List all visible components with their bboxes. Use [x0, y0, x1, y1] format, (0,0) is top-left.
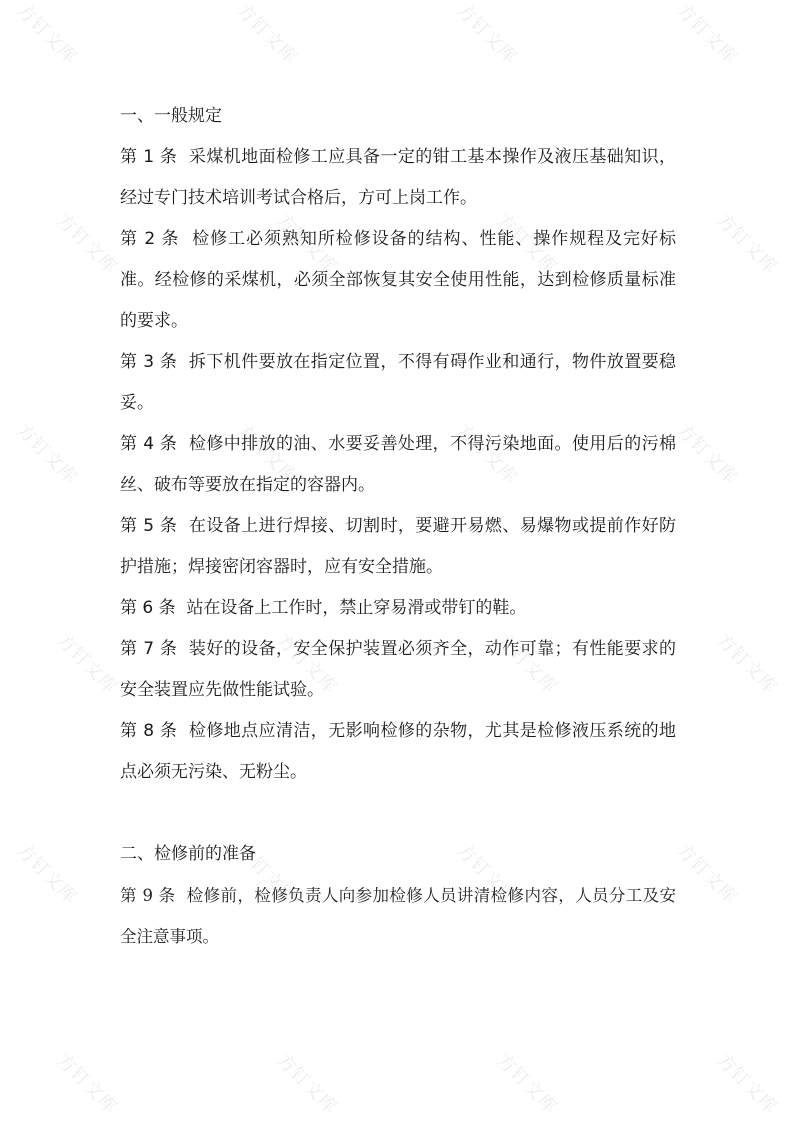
- watermark-text: 方钉文库: [712, 209, 782, 279]
- clause-text: 拆下机件要放在指定位置，不得有碍作业和通行，物件放置要稳妥。: [120, 352, 677, 413]
- clause-label: 第 1 条: [120, 147, 178, 167]
- document-body: [120, 96, 676, 957]
- clause-label: 第 8 条: [120, 721, 178, 741]
- watermark-text: 方钉文库: [452, 419, 522, 489]
- clause-text: 采煤机地面检修工应具备一定的钳工基本操作及液压基础知识，经过专门技术培训考试合格后，方可上岗工作。: [120, 147, 677, 208]
- clause-4: [120, 424, 676, 506]
- watermark-text: 方钉文库: [232, 419, 302, 489]
- watermark-text: 方钉文库: [272, 209, 342, 279]
- section-heading-general: 一、一般规定: [120, 106, 222, 126]
- watermark-text: 方钉文库: [492, 1049, 562, 1119]
- clause-text: 在设备上进行焊接、切割时，要避开易燃、易爆物或提前作好防护措施；焊接密闭容器时，应有安全措施。: [120, 516, 677, 577]
- watermark-text: 方钉文库: [272, 1049, 342, 1119]
- section-spacer: [120, 793, 676, 834]
- watermark-text: 方钉文库: [12, 419, 82, 489]
- clause-label: 第 5 条: [120, 516, 178, 536]
- clause-label: 第 9 条: [120, 886, 176, 905]
- clause-3: [120, 342, 676, 424]
- clause-6: [120, 588, 676, 629]
- watermark-text: 方钉文库: [52, 629, 122, 699]
- clause-label: 第 6 条: [120, 598, 176, 618]
- watermark-text: 方钉文库: [712, 1049, 782, 1119]
- watermark-text: 方钉文库: [52, 1049, 122, 1119]
- watermark-text: 方钉文库: [492, 629, 562, 699]
- clause-1: [120, 137, 676, 219]
- watermark-text: 方钉文库: [712, 629, 782, 699]
- clause-label: 第 7 条: [120, 639, 178, 659]
- watermark-text: 方钉文库: [452, 839, 522, 909]
- clause-label: 第 4 条: [120, 434, 178, 454]
- clause-7: [120, 629, 676, 711]
- clause-2: [120, 219, 676, 342]
- watermark-text: 方钉文库: [272, 629, 342, 699]
- watermark-text: 方钉文库: [52, 209, 122, 279]
- watermark-text: 方钉文库: [12, 839, 82, 909]
- watermark-text: 方钉文库: [232, 0, 302, 69]
- clause-text: 检修工必须熟知所检修设备的结构、性能、操作规程及完好标准。经检修的采煤机，必须全部恢复其安全使用性能，达到检修质量标准的要求。: [120, 229, 677, 331]
- watermark-text: 方钉文库: [672, 0, 742, 69]
- clause-text: 站在设备上工作时，禁止穿易滑或带钉的鞋。: [186, 598, 527, 618]
- watermark-text: 方钉文库: [232, 839, 302, 909]
- clause-text: 检修中排放的油、水要妥善处理，不得污染地面。使用后的污棉丝、破布等要放在指定的容器内。: [120, 434, 677, 495]
- clause-8: [120, 711, 676, 793]
- clause-text: 检修前，检修负责人向参加检修人员讲清检修内容，人员分工及安全注意事项。: [120, 886, 677, 946]
- clause-9: [120, 875, 676, 957]
- watermark-text: 方钉文库: [12, 0, 82, 69]
- section-heading-preparation: 二、检修前的准备: [120, 844, 256, 864]
- watermark-text: 方钉文库: [672, 419, 742, 489]
- clause-label: 第 3 条: [120, 352, 178, 372]
- clause-label: 第 2 条: [120, 229, 180, 249]
- clause-text: 检修地点应清洁，无影响检修的杂物，尤其是检修液压系统的地点必须无污染、无粉尘。: [120, 721, 677, 782]
- watermark-text: 方钉文库: [672, 839, 742, 909]
- watermark-text: 方钉文库: [492, 209, 562, 279]
- clause-text: 装好的设备，安全保护装置必须齐全，动作可靠；有性能要求的安全装置应先做性能试验。: [120, 639, 677, 700]
- clause-5: [120, 506, 676, 588]
- watermark-text: 方钉文库: [452, 0, 522, 69]
